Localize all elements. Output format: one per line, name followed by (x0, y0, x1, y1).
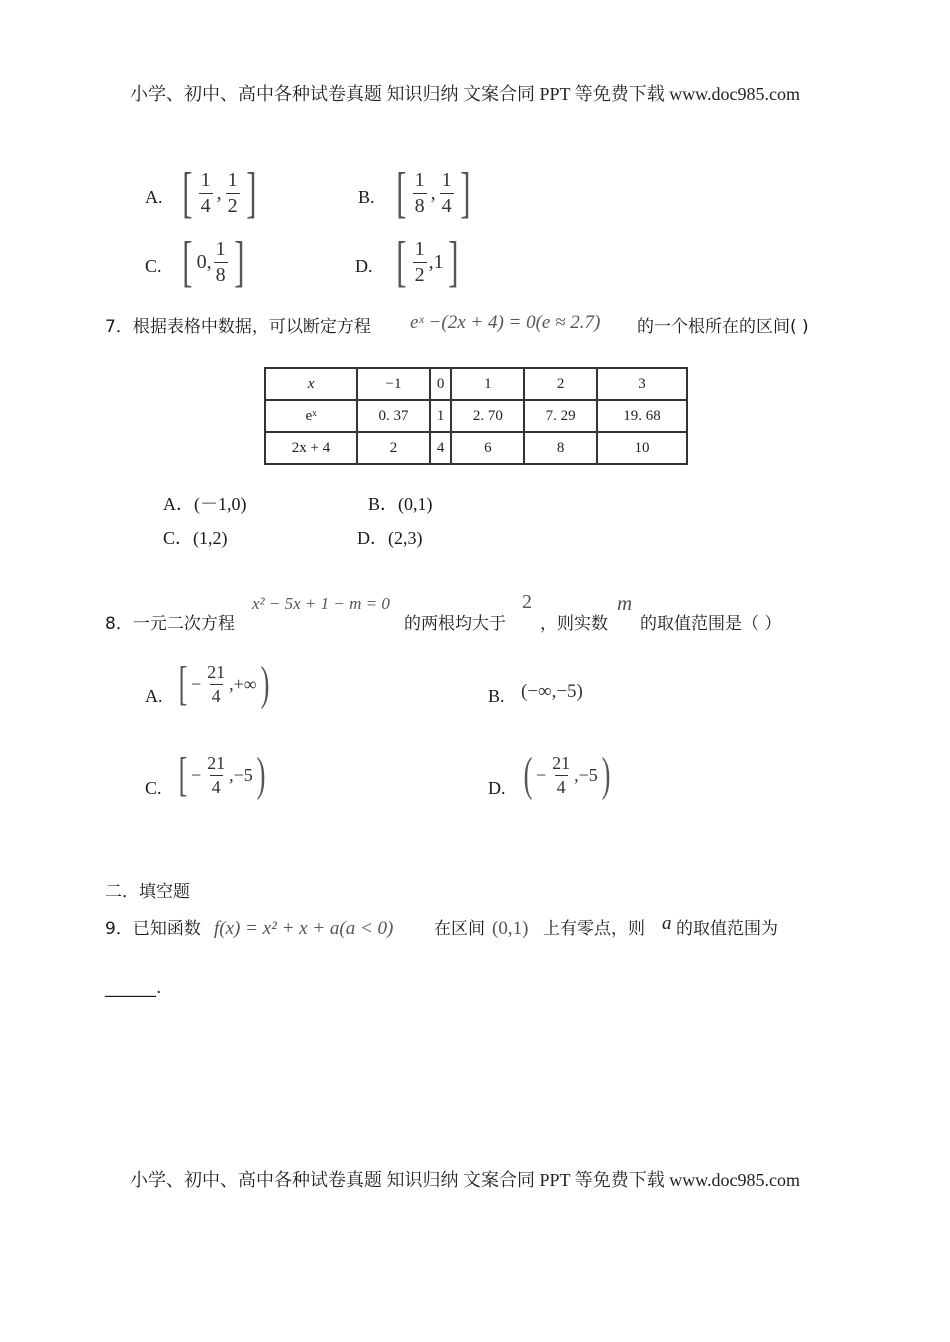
table-cell: 2. 70 (451, 400, 524, 432)
table-row (265, 368, 687, 400)
q9-suffix: 的取值范围为 (676, 919, 778, 939)
table-cell: 7. 29 (524, 400, 597, 432)
q6-option-d-expr: [ $\frac{1}{2}$ ,1 ] (396, 231, 459, 293)
table-cell: 10 (597, 432, 687, 464)
fraction: $\frac{1}{8}$ (215, 237, 226, 286)
q6-option-a-label: A. (145, 187, 163, 207)
table-cell: 1 (430, 400, 452, 432)
q9-answer-blank: ______. (105, 978, 162, 998)
q8-option-c-expr: [ − $\frac{21}{4}$ ,−5 ) (178, 748, 266, 801)
q9-function: f(x) = x² + x + a(a < 0) (214, 918, 394, 939)
table-cell: 8 (524, 432, 597, 464)
q7-equation: eˣ −(2x + 4) = 0(e ≈ 2.7) (410, 312, 601, 333)
fraction: $\frac{21}{4}$ (552, 752, 571, 797)
fraction: $\frac{1}{8}$ (414, 168, 425, 217)
q9-mid1: 在区间 (434, 919, 485, 939)
q8-mid1: 的两根均大于 (404, 614, 506, 634)
q8-value-two: 2 (522, 591, 532, 613)
right-paren: ) (256, 748, 266, 801)
table-cell: 2x + 4 (265, 432, 357, 464)
q7-option-b: B．(0,1) (368, 494, 433, 514)
table-cell: 3 (597, 368, 687, 400)
table-cell: eˣ (265, 400, 357, 432)
q8-option-a-expr: [ − $\frac{21}{4}$ ,+∞ ) (178, 657, 270, 710)
right-bracket: ] (447, 231, 459, 293)
q8-prefix: 8．一元二次方程 (105, 614, 235, 634)
q8-mid2: ，则实数 (540, 614, 608, 634)
table-cell: −1 (357, 368, 430, 400)
right-paren: ) (260, 657, 270, 710)
q8-option-d-label: D. (488, 778, 506, 798)
right-bracket: ] (245, 162, 257, 224)
left-bracket: [ (178, 657, 188, 710)
q8-option-c-label: C. (145, 778, 162, 798)
q8-equation: x² − 5x + 1 − m = 0 (252, 594, 390, 613)
table-cell: 6 (451, 432, 524, 464)
q8-suffix: 的取值范围是（ ） (640, 614, 782, 634)
q8-option-d-expr: ( − $\frac{21}{4}$ ,−5 ) (523, 748, 611, 801)
q6-option-c-label: C. (145, 256, 162, 276)
left-bracket: [ (182, 162, 193, 224)
right-bracket: ] (459, 162, 471, 224)
q6-option-a-expr: [ $\frac{1}{4}$ , $\frac{1}{2}$ ] (182, 162, 257, 224)
q9-interval: (0,1) (492, 918, 529, 939)
q6-option-b-label: B. (358, 187, 375, 207)
table-cell: 2 (524, 368, 597, 400)
q9-mid2: 上有零点，则 (543, 919, 645, 939)
page-header: 小学、初中、高中各种试卷真题 知识归纳 文案合同 PPT 等免费下载 www.doc985.com (130, 84, 800, 104)
left-bracket: [ (182, 231, 193, 293)
section-title-fill-in: 二．填空题 (105, 882, 190, 902)
q9-prefix: 9．已知函数 (105, 919, 201, 939)
table-row (265, 432, 687, 464)
table-row (265, 400, 687, 432)
q7-option-d: D．(2,3) (357, 528, 423, 548)
q9-variable-a: a (662, 913, 672, 934)
table-cell: 1 (451, 368, 524, 400)
q8-option-b-label: B. (488, 686, 505, 706)
fraction: $\frac{1}{2}$ (414, 237, 425, 286)
q6-option-c-expr: [ 0, $\frac{1}{8}$ ] (182, 231, 245, 293)
q7-suffix: 的一个根所在的区间( ) (637, 317, 809, 337)
right-bracket: ] (233, 231, 245, 293)
right-paren: ) (601, 748, 611, 801)
table-cell: 2 (357, 432, 430, 464)
fraction: $\frac{21}{4}$ (207, 752, 226, 797)
fraction: $\frac{1}{4}$ (441, 168, 452, 217)
fraction: $\frac{1}{2}$ (227, 168, 238, 217)
left-paren: ( (523, 748, 533, 801)
page-footer: 小学、初中、高中各种试卷真题 知识归纳 文案合同 PPT 等免费下载 www.doc985.com (130, 1170, 800, 1190)
q8-option-a-label: A. (145, 686, 163, 706)
table-cell: 19. 68 (597, 400, 687, 432)
q6-option-d-label: D. (355, 256, 373, 276)
q8-variable-m: m (617, 591, 633, 615)
fraction: $\frac{21}{4}$ (207, 661, 226, 706)
table-cell: 4 (430, 432, 452, 464)
q8-option-b-expr: (−∞,−5) (521, 681, 583, 702)
table-cell: x (265, 368, 357, 400)
q7-data-table (264, 367, 688, 465)
fraction: $\frac{1}{4}$ (200, 168, 211, 217)
table-cell: 0. 37 (357, 400, 430, 432)
q7-prefix: 7．根据表格中数据，可以断定方程 (105, 317, 371, 337)
q7-option-c: C．(1,2) (163, 528, 228, 548)
left-bracket: [ (396, 231, 407, 293)
q6-option-b-expr: [ $\frac{1}{8}$ , $\frac{1}{4}$ ] (396, 162, 471, 224)
left-bracket: [ (396, 162, 407, 224)
table-cell: 0 (430, 368, 452, 400)
left-bracket: [ (178, 748, 188, 801)
q7-option-a: A．(－1,0) (163, 494, 247, 514)
